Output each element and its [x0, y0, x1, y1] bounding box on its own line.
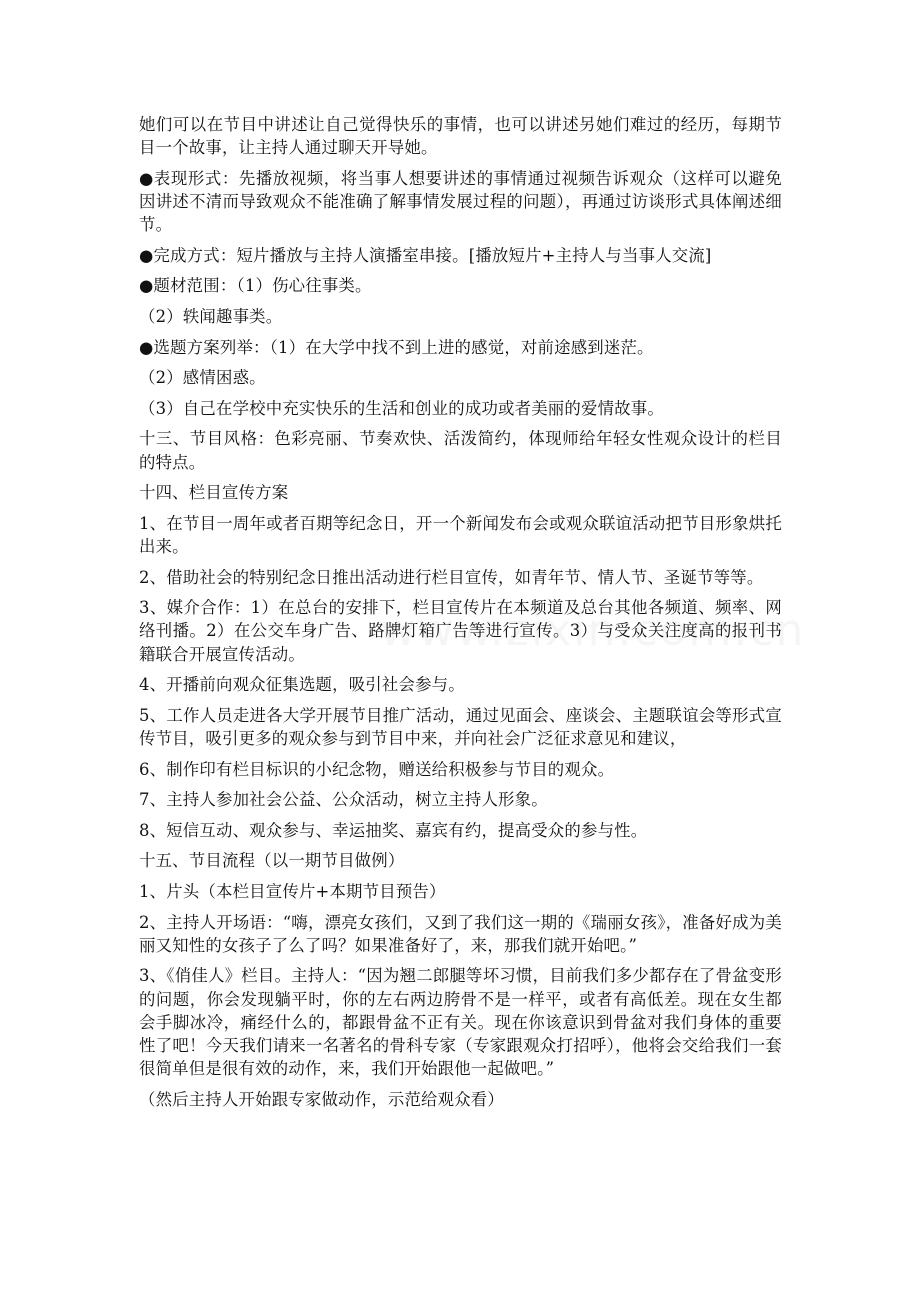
list-item: 7、主持人参加社会公益、公众活动，树立主持人形象。: [139, 790, 548, 810]
list-item: 1、片头（本栏目宣传片+本期节目预告）: [139, 881, 446, 901]
list-item: 8、短信互动、观众参与、幸运抽奖、嘉宾有约，提高受众的参与性。: [139, 820, 648, 840]
section-heading: 十三、节目风格：色彩亮丽、节奏欢快、活泼简约，体现师给年轻女性观众设计的栏目的特点。: [139, 429, 782, 472]
paragraph: ●题材范围：（1）伤心往事类。: [139, 276, 372, 296]
document-body: [139, 113, 782, 1118]
paragraph: （2）轶闻趣事类。: [139, 306, 283, 326]
paragraph: ●选题方案列举：（1）在大学中找不到上进的感觉，对前途感到迷茫。: [139, 337, 654, 357]
paragraph: （2）感情困惑。: [139, 368, 266, 388]
paragraph: ●表现形式：先播放视频，将当事人想要讲述的事情通过视频告诉观众（这样可以避免因讲述不清而导致观众不能准确了解事情发展过程的问题），再通过访谈形式具体阐述细节。: [139, 168, 782, 235]
section-heading: 十五、节目流程（以一期节目做例）: [139, 851, 405, 871]
list-item: 6、制作印有栏目标识的小纪念物，赠送给积极参与节目的观众。: [139, 759, 615, 779]
list-item: 5、工作人员走进各大学开展节目推广活动，通过见面会、座谈会、主题联谊会等形式宣传节目，吸引更多的观众参与到节目中来，并向社会广泛征求意见和建议，: [139, 705, 782, 748]
list-item: 4、开播前向观众征集选题，吸引社会参与。: [139, 675, 465, 695]
paragraph: 她们可以在节目中讲述让自己觉得快乐的事情，也可以讲述另她们难过的经历，每期节目一个故事，让主持人通过聊天开导她。: [139, 115, 782, 158]
paragraph: （然后主持人开始跟专家做动作，示范给观众看）: [139, 1089, 504, 1109]
paragraph: （3）自己在学校中充实快乐的生活和创业的成功或者美丽的爱情故事。: [139, 398, 664, 418]
section-heading: 十四、栏目宣传方案: [139, 483, 289, 503]
list-item: 3、媒介合作：1）在总台的安排下，栏目宣传片在本频道及总台其他各频道、频率、网络刊播。2）在公交车身广告、路牌灯箱广告等进行宣传。3）与受众关注度高的报刊书籍联合开展宣传活动。: [139, 598, 782, 664]
paragraph: ●完成方式：短片播放与主持人演播室串接。[播放短片+主持人与当事人交流]: [139, 245, 712, 265]
list-item: 1、在节目一周年或者百期等纪念日，开一个新闻发布会或观众联谊活动把节目形象烘托出来。: [139, 513, 782, 556]
list-item: 2、主持人开场语：“嗨，漂亮女孩们，又到了我们这一期的《瑞丽女孩》，准备好成为美丽又知性的女孩子了么了吗？如果准备好了，来，那我们就开始吧。”: [139, 912, 782, 955]
list-item: 3、《俏佳人》栏目。主持人：“因为翘二郎腿等坏习惯，目前我们多少都存在了骨盆变形的问题，你会发现躺平时，你的左右两边胯骨不是一样平，或者有高低差。现在女生都会手脚冰冷，痛经什么的，都跟骨盆不正有关。现在你该意识到骨盆对我们身体的重要性了吧！今天我们请来一名著名的骨科专家（专家跟观众打招呼），他将会交给我们一套很简单但是很有效的动作，来，我们开始跟他一起做吧。”: [139, 966, 782, 1079]
list-item: 2、借助社会的特别纪念日推出活动进行栏目宣传，如青年节、情人节、圣诞节等等。: [139, 567, 764, 587]
